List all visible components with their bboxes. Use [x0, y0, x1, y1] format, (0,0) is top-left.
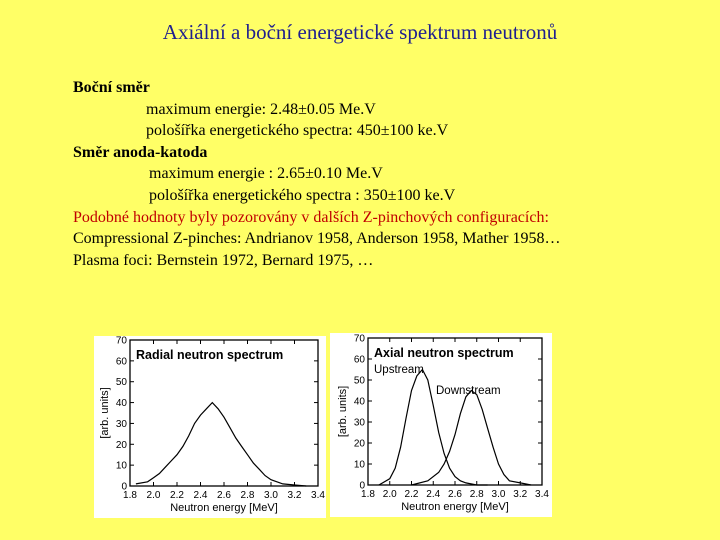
y-axis-label: [arb. units]	[99, 387, 111, 439]
y-tick-label: 60	[353, 354, 365, 366]
y-tick-label: 0	[359, 480, 365, 492]
y-tick-label: 70	[353, 333, 365, 345]
series-line-downstream	[412, 391, 532, 486]
x-tick-label: 2.4	[426, 489, 441, 500]
compressional-references: Compressional Z-pinches: Andrianov 1958, Anderson 1958, Mather 1958…	[73, 230, 561, 248]
y-tick-label: 70	[115, 336, 127, 347]
x-tick-label: 2.2	[404, 489, 419, 500]
similar-values-note: Podobné hodnoty byly pozorovány v dalších Z-pinchových configuracích:	[73, 208, 549, 226]
y-tick-label: 40	[353, 396, 365, 408]
x-tick-label: 2.0	[382, 489, 397, 500]
y-tick-label: 50	[353, 375, 365, 387]
axial-spectrum-width: pološířka energetického spectra : 350±100 ke.V	[149, 186, 456, 204]
x-axis-label: Neutron energy [MeV]	[170, 502, 278, 514]
x-tick-label: 3.0	[491, 489, 506, 500]
y-tick-label: 30	[115, 418, 127, 430]
x-tick-label: 2.2	[170, 490, 184, 501]
side-direction-heading: Boční směr	[73, 79, 150, 96]
radial-spectrum-svg	[94, 336, 326, 518]
x-axis-label: Neutron energy [MeV]	[401, 501, 509, 513]
x-tick-label: 3.4	[311, 490, 325, 501]
radial-spectrum-chart	[94, 336, 326, 518]
x-tick-label: 1.8	[361, 489, 375, 500]
y-tick-label: 40	[115, 398, 127, 410]
x-tick-label: 3.4	[535, 489, 549, 500]
chart-title: Radial neutron spectrum	[136, 348, 284, 362]
series-line-radial	[136, 403, 306, 486]
x-tick-label: 2.6	[448, 489, 462, 500]
axial-spectrum-chart	[330, 333, 552, 517]
x-tick-label: 2.0	[146, 490, 161, 501]
y-tick-label: 30	[353, 417, 365, 429]
y-tick-label: 0	[121, 481, 127, 493]
side-spectrum-width: pološířka energetického spectra: 450±100 ke.V	[146, 122, 449, 140]
x-tick-label: 3.2	[287, 490, 302, 501]
annotation-downstream: Downstream	[436, 385, 501, 397]
text-content	[73, 77, 713, 271]
axial-direction-heading: Směr anoda-katoda	[73, 143, 208, 161]
side-energy-max: maximum energie: 2.48±0.05 Me.V	[146, 100, 376, 118]
annotation-upstream: Upstream	[374, 364, 424, 376]
y-tick-label: 10	[353, 459, 365, 471]
plot-frame	[368, 338, 542, 485]
x-tick-label: 1.8	[123, 490, 137, 501]
y-tick-label: 10	[115, 460, 127, 472]
y-tick-label: 50	[115, 377, 127, 389]
axial-energy-max: maximum energie : 2.65±0.10 Me.V	[149, 165, 383, 183]
x-tick-label: 2.8	[469, 489, 484, 500]
page-title: Axiální a boční energetické spektrum neutronů	[162, 20, 558, 44]
plasma-foci-references: Plasma foci: Bernstein 1972, Bernard 1975, …	[73, 251, 374, 269]
y-tick-label: 20	[353, 438, 365, 450]
x-tick-label: 2.6	[217, 490, 231, 501]
x-tick-label: 3.2	[513, 489, 528, 500]
y-tick-label: 60	[115, 356, 127, 368]
x-tick-label: 3.0	[264, 490, 278, 501]
x-tick-label: 2.4	[193, 490, 208, 501]
chart-title: Axial neutron spectrum	[374, 346, 514, 360]
x-tick-label: 2.8	[240, 490, 255, 501]
y-axis-label: [arb. units]	[337, 385, 349, 438]
axial-spectrum-svg	[330, 333, 552, 517]
y-tick-label: 20	[115, 439, 127, 451]
